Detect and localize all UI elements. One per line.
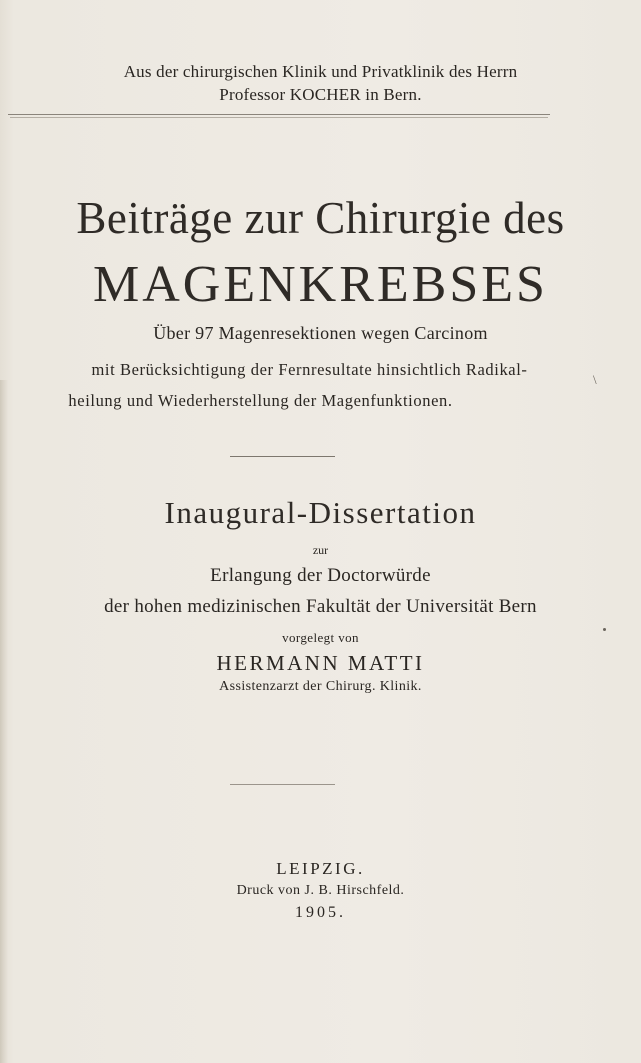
imprint-year: 1905. xyxy=(295,904,346,921)
header-rule-thin xyxy=(10,117,548,118)
subtitle-line-2: mit Berücksichtigung der Fernresultate hinsichtlich Radikal- xyxy=(91,360,528,379)
dissertation-zur: zur xyxy=(312,543,329,557)
presented-by-label: vorgelegt von xyxy=(282,630,359,645)
subtitle-line-1: Über 97 Magenresektionen wegen Carcinom xyxy=(153,323,488,343)
author-title: Assistenzarzt der Chirurg. Klinik. xyxy=(219,679,422,694)
imprint-place: LEIPZIG. xyxy=(276,859,365,878)
author-name: HERMANN MATTI xyxy=(216,651,425,675)
margin-dot xyxy=(603,628,606,631)
dissertation-purpose-line-1: Erlangung der Doctorwürde xyxy=(210,565,431,586)
dissertation-purpose-line-2: der hohen medizinischen Fakultät der Universität Bern xyxy=(104,596,537,617)
clinic-header-line-2: Professor KOCHER in Bern. xyxy=(219,85,422,104)
dissertation-heading: Inaugural-Dissertation xyxy=(164,495,477,530)
section-divider xyxy=(230,456,335,457)
imprint-printer: Druck von J. B. Hirschfeld. xyxy=(236,883,405,898)
imprint-divider xyxy=(230,784,335,785)
clinic-header-line-1: Aus der chirurgischen Klinik und Privatklinik des Herrn xyxy=(123,62,518,81)
main-title-line-1: Beiträge zur Chirurgie des xyxy=(76,193,565,243)
binding-edge xyxy=(0,380,8,1063)
subtitle-line-3: heilung und Wiederherstellung der Magenfunktionen. xyxy=(68,391,453,410)
main-title-line-2: MAGENKREBSES xyxy=(93,256,548,313)
header-rule xyxy=(8,114,550,115)
margin-mark: \ xyxy=(593,372,597,387)
